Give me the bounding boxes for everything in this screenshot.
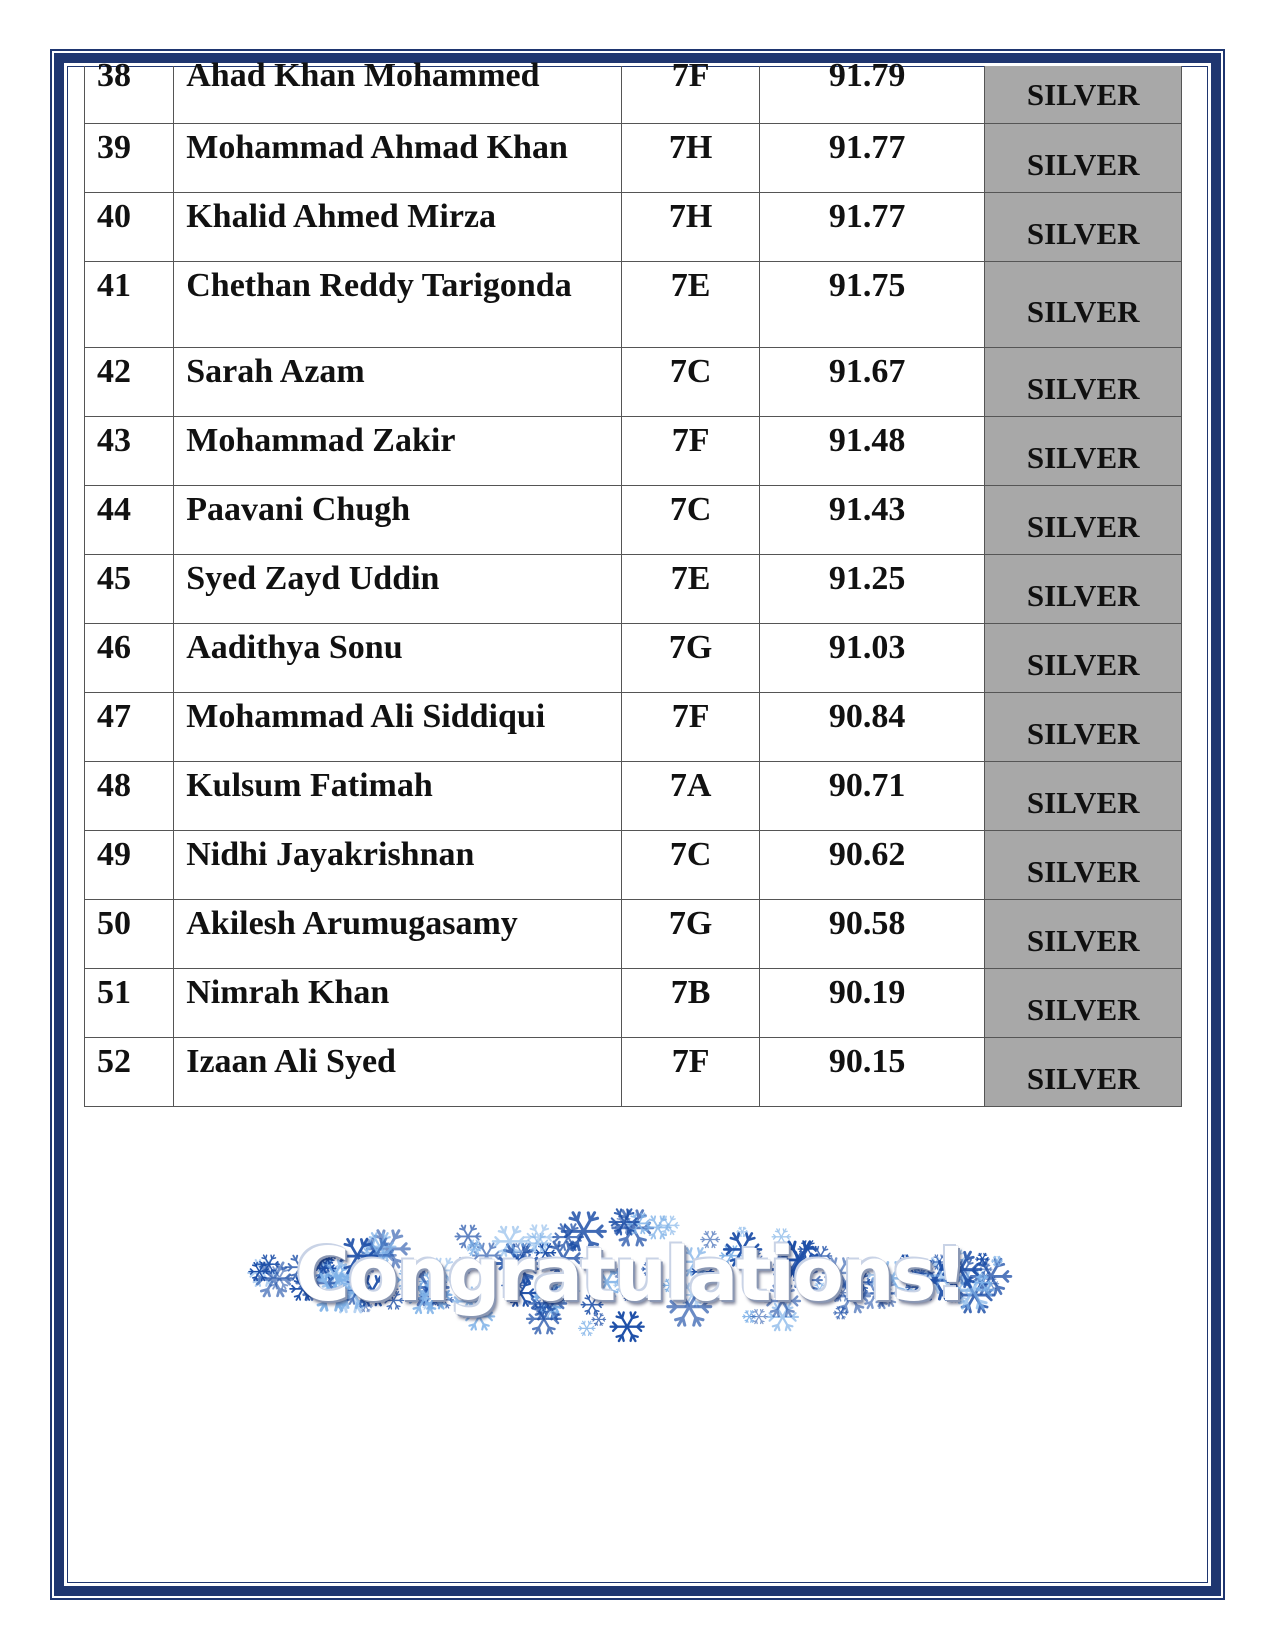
table-row (85, 762, 1182, 831)
award-cell-text: SILVER (1026, 509, 1140, 544)
class-cell (622, 1038, 759, 1107)
class-cell (622, 693, 759, 762)
name-cell-text: Sarah Azam (186, 353, 365, 390)
rank-cell (85, 1038, 174, 1107)
class-cell-text: 7A (669, 767, 712, 804)
rank-cell (85, 900, 174, 969)
name-cell-text: Mohammad Ali Siddiqui (186, 698, 546, 735)
rank-cell-text: 51 (97, 974, 131, 1011)
score-cell-text: 91.25 (828, 560, 906, 597)
score-cell-text: 90.15 (828, 1043, 906, 1080)
name-cell (174, 348, 622, 417)
name-cell-text: Aadithya Sonu (186, 629, 403, 666)
score-cell-text: 91.77 (828, 129, 906, 166)
score-cell-text: 91.79 (828, 57, 906, 94)
name-cell-text: Kulsum Fatimah (186, 767, 433, 804)
name-cell-text: Akilesh Arumugasamy (186, 905, 518, 942)
table-row (85, 969, 1182, 1038)
award-cell (985, 555, 1182, 624)
score-cell-text: 90.84 (828, 698, 906, 735)
rank-cell-text: 40 (97, 198, 131, 235)
table-row (85, 624, 1182, 693)
class-cell (622, 486, 759, 555)
rank-cell (85, 831, 174, 900)
award-cell-text: SILVER (1026, 1061, 1140, 1096)
class-cell-text: 7F (671, 422, 710, 459)
name-cell-text: Nidhi Jayakrishnan (186, 836, 475, 873)
class-cell (622, 124, 759, 193)
award-cell (985, 1038, 1182, 1107)
rank-cell-text: 38 (97, 57, 131, 94)
award-cell-text: SILVER (1026, 992, 1140, 1027)
name-cell (174, 486, 622, 555)
class-cell (622, 262, 759, 348)
award-cell-text: SILVER (1026, 147, 1140, 182)
score-cell (759, 262, 985, 348)
congratulations-banner (238, 1190, 1018, 1365)
class-cell (622, 417, 759, 486)
class-cell (622, 831, 759, 900)
rank-cell (85, 486, 174, 555)
rank-cell (85, 693, 174, 762)
class-cell (622, 762, 759, 831)
award-cell (985, 417, 1182, 486)
score-cell-text: 90.62 (828, 836, 906, 873)
rank-cell-text: 48 (97, 767, 131, 804)
name-cell-text: Mohammad Zakir (186, 422, 456, 459)
class-cell (622, 348, 759, 417)
class-cell (622, 193, 759, 262)
name-cell (174, 762, 622, 831)
congratulations-text: Congratulations! (295, 1232, 967, 1318)
rank-cell-text: 41 (97, 267, 131, 304)
class-cell-text: 7G (668, 629, 713, 666)
class-cell-text: 7F (671, 1043, 710, 1080)
score-cell-text: 91.77 (828, 198, 906, 235)
score-cell-text: 91.75 (828, 267, 906, 304)
class-cell-text: 7E (670, 267, 711, 304)
table-row (85, 486, 1182, 555)
name-cell (174, 555, 622, 624)
award-cell-text: SILVER (1026, 647, 1140, 682)
score-cell (759, 417, 985, 486)
rank-cell-text: 46 (97, 629, 131, 666)
name-cell (174, 900, 622, 969)
award-cell-text: SILVER (1026, 716, 1140, 751)
award-cell (985, 262, 1182, 348)
award-cell (985, 831, 1182, 900)
class-cell-text: 7C (669, 491, 712, 528)
score-cell-text: 90.19 (828, 974, 906, 1011)
award-cell (985, 124, 1182, 193)
name-cell-text: Nimrah Khan (186, 974, 390, 1011)
table-row (85, 262, 1182, 348)
award-cell (985, 762, 1182, 831)
score-cell (759, 57, 985, 124)
score-cell (759, 831, 985, 900)
name-cell-text: Chethan Reddy Tarigonda (186, 267, 572, 304)
class-cell-text: 7F (671, 698, 710, 735)
rank-cell-text: 47 (97, 698, 131, 735)
award-cell-text: SILVER (1026, 216, 1140, 251)
score-cell (759, 762, 985, 831)
rank-cell-text: 39 (97, 129, 131, 166)
class-cell (622, 555, 759, 624)
score-cell (759, 348, 985, 417)
snowflake-icon (579, 1321, 595, 1335)
table-row (85, 193, 1182, 262)
rank-cell-text: 45 (97, 560, 131, 597)
name-cell (174, 57, 622, 124)
name-cell (174, 417, 622, 486)
name-cell-text: Mohammad Ahmad Khan (186, 129, 568, 166)
class-cell (622, 969, 759, 1038)
rank-cell (85, 624, 174, 693)
name-cell-text: Syed Zayd Uddin (186, 560, 440, 597)
score-cell (759, 900, 985, 969)
rank-cell-text: 44 (97, 491, 131, 528)
name-cell-text: Khalid Ahmed Mirza (186, 198, 497, 235)
name-cell-text: Ahad Khan Mohammed (186, 57, 540, 94)
results-table-body (85, 57, 1182, 1107)
name-cell-text: Paavani Chugh (186, 491, 411, 528)
results-table (84, 57, 1182, 1107)
name-cell (174, 624, 622, 693)
name-cell (174, 831, 622, 900)
award-cell (985, 969, 1182, 1038)
class-cell-text: 7H (668, 198, 713, 235)
award-cell-text: SILVER (1026, 854, 1140, 889)
award-cell (985, 348, 1182, 417)
score-cell-text: 91.03 (828, 629, 906, 666)
award-cell (985, 693, 1182, 762)
rank-cell (85, 969, 174, 1038)
name-cell (174, 969, 622, 1038)
table-row (85, 348, 1182, 417)
award-cell (985, 193, 1182, 262)
class-cell-text: 7E (670, 560, 711, 597)
table-row (85, 900, 1182, 969)
award-cell-text: SILVER (1026, 785, 1140, 820)
score-cell-text: 91.67 (828, 353, 906, 390)
class-cell (622, 900, 759, 969)
award-cell-text: SILVER (1026, 371, 1140, 406)
table-row (85, 124, 1182, 193)
rank-cell (85, 348, 174, 417)
rank-cell (85, 193, 174, 262)
class-cell (622, 624, 759, 693)
rank-cell (85, 262, 174, 348)
award-cell (985, 486, 1182, 555)
score-cell-text: 91.48 (828, 422, 906, 459)
name-cell-text: Izaan Ali Syed (186, 1043, 396, 1080)
class-cell-text: 7G (668, 905, 713, 942)
score-cell (759, 969, 985, 1038)
award-cell-text: SILVER (1026, 578, 1140, 613)
rank-cell (85, 57, 174, 124)
class-cell-text: 7F (671, 57, 710, 94)
class-cell (622, 57, 759, 124)
rank-cell (85, 555, 174, 624)
rank-cell-text: 42 (97, 353, 131, 390)
class-cell-text: 7H (668, 129, 713, 166)
name-cell (174, 693, 622, 762)
award-cell-text: SILVER (1026, 76, 1140, 112)
table-row (85, 693, 1182, 762)
table-row (85, 555, 1182, 624)
table-row (85, 1038, 1182, 1107)
score-cell (759, 486, 985, 555)
name-cell (174, 1038, 622, 1107)
name-cell (174, 262, 622, 348)
score-cell (759, 124, 985, 193)
table-row (85, 417, 1182, 486)
award-cell-text: SILVER (1026, 923, 1140, 958)
score-cell (759, 693, 985, 762)
score-cell-text: 90.71 (828, 767, 906, 804)
rank-cell-text: 49 (97, 836, 131, 873)
class-cell-text: 7C (669, 836, 712, 873)
score-cell (759, 193, 985, 262)
name-cell (174, 124, 622, 193)
name-cell (174, 193, 622, 262)
rank-cell (85, 417, 174, 486)
rank-cell-text: 43 (97, 422, 131, 459)
class-cell-text: 7B (670, 974, 711, 1011)
rank-cell (85, 762, 174, 831)
score-cell (759, 1038, 985, 1107)
rank-cell-text: 52 (97, 1043, 131, 1080)
score-cell-text: 91.43 (828, 491, 906, 528)
rank-cell-text: 50 (97, 905, 131, 942)
award-cell (985, 900, 1182, 969)
score-cell (759, 555, 985, 624)
score-cell (759, 624, 985, 693)
table-row (85, 66, 1182, 124)
table-row (85, 831, 1182, 900)
award-cell-text: SILVER (1026, 440, 1140, 475)
award-cell-text: SILVER (1026, 293, 1140, 329)
rank-cell (85, 124, 174, 193)
award-cell (985, 624, 1182, 693)
award-cell (985, 66, 1182, 124)
class-cell-text: 7C (669, 353, 712, 390)
score-cell-text: 90.58 (828, 905, 906, 942)
